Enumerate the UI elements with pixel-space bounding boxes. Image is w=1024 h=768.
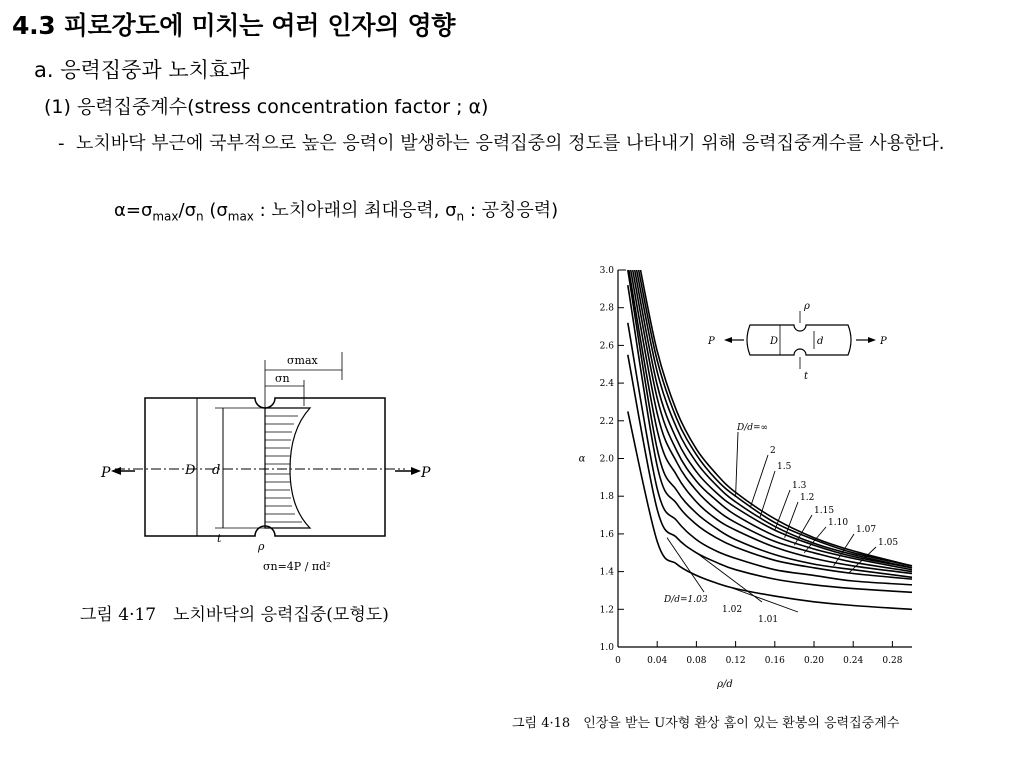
label-P-right: P: [421, 465, 431, 481]
y-tick-label: 1.4: [599, 567, 614, 578]
x-tick-label: 0.24: [843, 656, 864, 666]
x-tick-label: 0.08: [686, 656, 707, 666]
curve-line: [628, 285, 912, 579]
label-formula: σn=4P / πd²: [263, 560, 331, 573]
bullet-dash: -: [58, 133, 65, 154]
y-tick-label: 2.4: [599, 379, 614, 390]
formula-part: (σ: [203, 200, 228, 221]
label-t: t: [217, 532, 222, 545]
stress-distribution: [265, 408, 310, 528]
y-tick-label: 1.0: [599, 643, 614, 653]
label-sigma-n: σn: [275, 372, 290, 385]
figure-caption-left: 그림 4·17 노치바닥의 응력집중(모형도): [80, 605, 389, 625]
formula-sub-n: n: [456, 209, 465, 224]
page-title: 4.3 피로강도에 미치는 여러 인자의 영향: [12, 11, 456, 40]
y-tick-label: 1.2: [599, 605, 614, 616]
curve-label: 1.01: [758, 615, 779, 625]
formula-part: α=σ: [114, 200, 153, 221]
x-tick-label: 0.16: [764, 656, 785, 666]
inset-specimen-outline: [747, 325, 851, 355]
stress-chart: [560, 260, 924, 700]
inset-label-P-left: P: [708, 336, 715, 347]
y-tick-label: 3.0: [599, 266, 614, 276]
curve-label: D/d=1.03: [664, 595, 708, 605]
x-axis-label: ρ/d: [717, 679, 733, 690]
curve-label: D/d=∞: [737, 423, 769, 433]
curve-label: 1.10: [828, 518, 849, 528]
curve-label: 1.3: [792, 481, 807, 491]
inset-label-rho: ρ: [804, 301, 810, 312]
inset-label-d: d: [817, 336, 824, 347]
curve-line: [628, 411, 912, 609]
bullet-text: 노치바닥 부근에 국부적으로 높은 응력이 발생하는 응력집중의 정도를 나타내기 위해 응력집중계수를 사용한다.: [76, 133, 945, 154]
figure-caption-right: 그림 4·18 인장을 받는 U자형 환상 홈이 있는 환봉의 응력집중계수: [512, 716, 900, 731]
label-D: D: [185, 463, 196, 478]
y-axis-label: α: [578, 453, 586, 465]
label-d: d: [212, 463, 221, 478]
label-rho: ρ: [258, 540, 265, 553]
curve-leader-line: [736, 432, 738, 496]
curve-leader-line: [775, 490, 790, 530]
y-tick-label: 2.0: [599, 454, 614, 465]
curve-label: 1.02: [722, 605, 743, 615]
arrow-left-icon: [111, 467, 121, 475]
formula-line: [114, 196, 558, 224]
notch-diagram: [95, 340, 455, 580]
curve-label: 1.07: [856, 525, 877, 535]
y-tick-label: 2.8: [599, 303, 614, 314]
curve-label: 2: [770, 446, 776, 456]
inset-arrow-left-icon: [724, 337, 732, 343]
label-P-left: P: [101, 465, 111, 481]
x-tick-label: 0: [615, 656, 621, 666]
formula-part: : 노치아래의 최대응력, σ: [253, 200, 457, 221]
curve-label: 1.2: [800, 493, 815, 503]
inset-arrow-right-icon: [868, 337, 876, 343]
curve-line: [641, 270, 913, 566]
y-tick-label: 1.8: [599, 492, 614, 503]
curve-label: 1.15: [814, 506, 835, 516]
y-tick-label: 1.6: [599, 529, 614, 540]
label-sigma-max: σmax: [287, 354, 318, 367]
arrow-right-icon: [411, 467, 421, 475]
curve-label: 1.05: [878, 538, 899, 548]
inset-label-t: t: [804, 371, 809, 382]
formula-sub-max: max: [152, 209, 179, 224]
bullet-paragraph: [58, 131, 1018, 157]
curve-label: 1.5: [777, 462, 792, 472]
x-tick-label: 0.04: [647, 656, 668, 666]
x-tick-label: 0.20: [803, 656, 825, 666]
formula-sub-max: max: [227, 209, 254, 224]
y-tick-label: 2.6: [599, 341, 614, 352]
formula-sub-n: n: [196, 209, 204, 224]
inset-label-P-right: P: [880, 336, 887, 347]
item-heading: (1) 응력집중계수(stress concentration factor ; α): [44, 96, 489, 118]
x-tick-label: 0.28: [882, 656, 903, 666]
formula-part: : 공칭응력): [464, 200, 559, 221]
y-tick-label: 2.2: [599, 416, 614, 427]
curve-leader-line: [760, 471, 775, 517]
formula-part: /σ: [178, 200, 196, 221]
x-tick-label: 0.12: [725, 656, 746, 666]
inset-label-D: D: [770, 336, 779, 347]
section-subheading: a. 응력집중과 노치효과: [34, 58, 250, 82]
